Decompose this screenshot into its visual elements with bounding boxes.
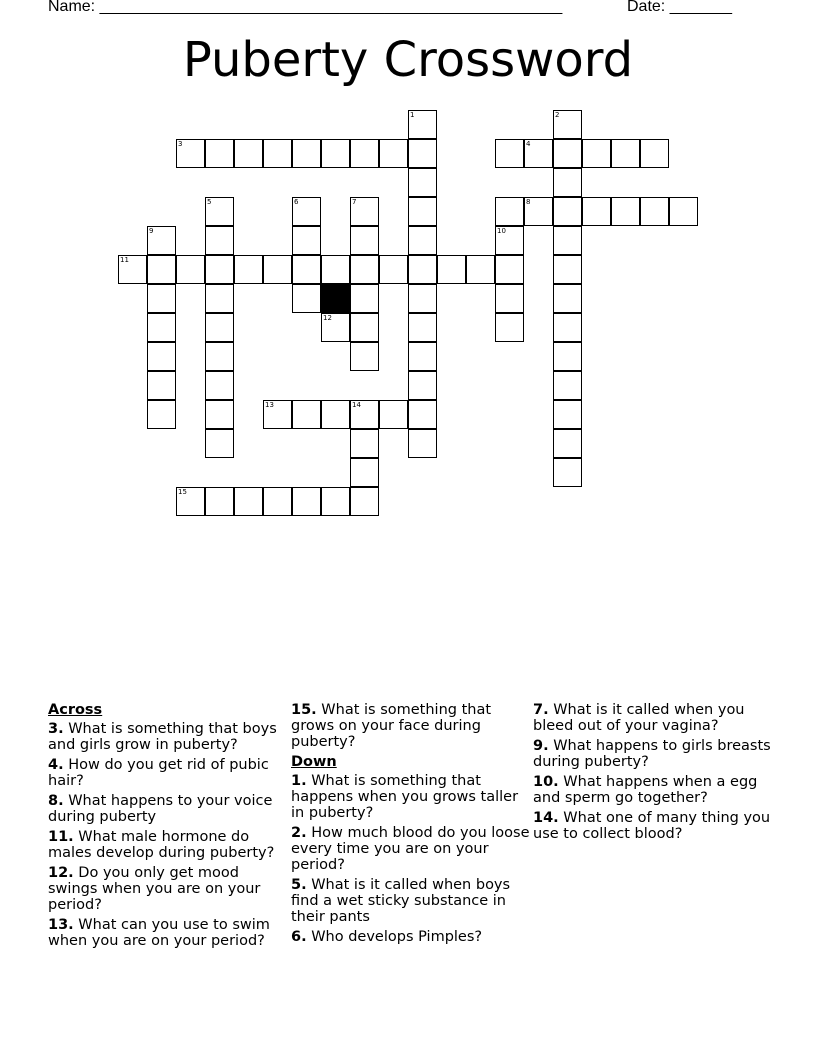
grid-cell[interactable] [205, 400, 234, 429]
clue-text: What is it called when you bleed out of your vagina? [533, 702, 745, 734]
grid-cell[interactable] [553, 168, 582, 197]
grid-cell[interactable] [553, 313, 582, 342]
clue-num: 13. [48, 917, 74, 933]
grid-cell[interactable] [553, 458, 582, 487]
clue-item [291, 877, 531, 925]
grid-cell[interactable] [379, 139, 408, 168]
grid-cell[interactable] [205, 255, 234, 284]
clue-text: What happens to your voice during puberty [48, 793, 273, 825]
clue-num: 2. [291, 825, 307, 841]
grid-cell[interactable] [640, 197, 669, 226]
grid-cell[interactable] [234, 139, 263, 168]
clue-item [291, 825, 531, 873]
clue-text: What happens to girls breasts during puberty? [533, 738, 771, 770]
grid-cell[interactable] [640, 139, 669, 168]
grid-cell[interactable] [292, 226, 321, 255]
grid-cell[interactable] [350, 139, 379, 168]
grid-cell[interactable] [553, 400, 582, 429]
clue-column-1 [48, 702, 288, 953]
clue-number-12: 12 [323, 314, 332, 322]
grid-cell[interactable] [611, 139, 640, 168]
clue-text: What is something that happens when you grows taller in puberty? [291, 773, 519, 821]
clue-number-8: 8 [526, 198, 531, 206]
grid-cell[interactable] [292, 139, 321, 168]
date-field-label: Date: _______ [627, 0, 732, 15]
grid-cell[interactable] [205, 226, 234, 255]
grid-cell[interactable] [205, 284, 234, 313]
clue-item [533, 702, 773, 734]
clue-num: 12. [48, 865, 74, 881]
clue-number-11: 11 [120, 256, 129, 264]
clue-item [48, 829, 288, 861]
grid-cell[interactable] [553, 342, 582, 371]
grid-cell[interactable] [408, 371, 437, 400]
clue-item [291, 702, 531, 750]
grid-cell[interactable] [263, 139, 292, 168]
grid-cell[interactable] [408, 342, 437, 371]
grid-block-cell [321, 284, 350, 313]
clue-item [48, 757, 288, 789]
grid-cell[interactable] [495, 255, 524, 284]
clue-number-2: 2 [555, 111, 560, 119]
grid-cell[interactable] [147, 371, 176, 400]
page-title: Puberty Crossword [182, 32, 634, 88]
clue-item [48, 721, 288, 753]
grid-cell[interactable] [205, 371, 234, 400]
grid-cell[interactable] [350, 284, 379, 313]
grid-cell[interactable] [408, 313, 437, 342]
clue-column-2 [291, 702, 531, 949]
grid-cell[interactable] [234, 487, 263, 516]
clue-item [533, 738, 773, 770]
grid-cell[interactable] [408, 197, 437, 226]
grid-cell[interactable] [321, 139, 350, 168]
grid-cell[interactable] [147, 342, 176, 371]
grid-cell[interactable] [263, 255, 292, 284]
grid-cell[interactable] [553, 284, 582, 313]
clue-column-3 [533, 702, 773, 846]
grid-cell[interactable] [495, 139, 524, 168]
clue-num: 6. [291, 929, 307, 945]
grid-cell[interactable] [292, 255, 321, 284]
down-heading: Down [291, 754, 337, 770]
grid-cell[interactable] [205, 313, 234, 342]
grid-cell[interactable] [350, 429, 379, 458]
grid-cell[interactable] [147, 313, 176, 342]
clue-text: Do you only get mood swings when you are on your period? [48, 865, 261, 913]
grid-cell[interactable] [379, 400, 408, 429]
clue-text: What is it called when boys find a wet sticky substance in their pants [291, 877, 511, 925]
clue-number-14: 14 [352, 401, 361, 409]
grid-cell[interactable] [350, 313, 379, 342]
clue-text: How do you get rid of pubic hair? [48, 757, 269, 789]
grid-cell[interactable] [669, 197, 698, 226]
clue-number-4: 4 [526, 140, 531, 148]
clue-num: 14. [533, 810, 559, 826]
grid-cell[interactable] [263, 487, 292, 516]
clue-item [48, 917, 288, 949]
grid-cell[interactable] [408, 226, 437, 255]
clue-num: 9. [533, 738, 549, 754]
grid-cell[interactable] [553, 139, 582, 168]
grid-cell[interactable] [321, 487, 350, 516]
grid-cell[interactable] [147, 284, 176, 313]
clue-item [533, 810, 773, 842]
grid-cell[interactable] [350, 458, 379, 487]
clue-text: Who develops Pimples? [306, 929, 483, 945]
clue-item [533, 774, 773, 806]
grid-cell[interactable] [553, 226, 582, 255]
grid-cell[interactable] [408, 400, 437, 429]
clue-number-1: 1 [410, 111, 415, 119]
clue-num: 5. [291, 877, 307, 893]
clue-number-9: 9 [149, 227, 154, 235]
clue-number-15: 15 [178, 488, 187, 496]
grid-cell[interactable] [205, 429, 234, 458]
grid-cell[interactable] [321, 400, 350, 429]
grid-cell[interactable] [350, 342, 379, 371]
grid-cell[interactable] [205, 487, 234, 516]
grid-cell[interactable] [205, 139, 234, 168]
clue-item [48, 865, 288, 913]
grid-cell[interactable] [408, 284, 437, 313]
grid-cell[interactable] [495, 197, 524, 226]
grid-cell[interactable] [582, 139, 611, 168]
clue-number-6: 6 [294, 198, 299, 206]
grid-cell[interactable] [553, 371, 582, 400]
grid-cell[interactable] [437, 255, 466, 284]
clue-num: 10. [533, 774, 559, 790]
grid-cell[interactable] [176, 255, 205, 284]
clue-num: 11. [48, 829, 74, 845]
grid-cell[interactable] [350, 226, 379, 255]
grid-cell[interactable] [553, 255, 582, 284]
clue-num: 15. [291, 702, 317, 718]
clue-text: What one of many thing you use to collect blood? [533, 810, 771, 842]
clue-num: 7. [533, 702, 549, 718]
grid-cell[interactable] [147, 400, 176, 429]
clue-text: What can you use to swim when you are on your period? [48, 917, 270, 949]
clue-text: What male hormone do males develop during puberty? [48, 829, 275, 861]
clue-text: What is something that boys and girls grow in puberty? [48, 721, 277, 753]
clue-num: 3. [48, 721, 64, 737]
grid-cell[interactable] [611, 197, 640, 226]
clue-text: What happens when a egg and sperm go together? [533, 774, 758, 806]
grid-cell[interactable] [408, 255, 437, 284]
grid-cell[interactable] [292, 400, 321, 429]
clue-num: 1. [291, 773, 307, 789]
name-field-label: Name: ____________________________________________________ [48, 0, 563, 15]
clue-text: What is something that grows on your face during puberty? [291, 702, 492, 750]
grid-cell[interactable] [205, 342, 234, 371]
clue-number-10: 10 [497, 227, 506, 235]
clue-text: How much blood do you loose every time you are on your period? [291, 825, 530, 873]
grid-cell[interactable] [466, 255, 495, 284]
clue-num: 8. [48, 793, 64, 809]
clue-number-3: 3 [178, 140, 183, 148]
grid-cell[interactable] [553, 429, 582, 458]
grid-cell[interactable] [350, 487, 379, 516]
grid-cell[interactable] [495, 284, 524, 313]
clue-number-5: 5 [207, 198, 212, 206]
clue-num: 4. [48, 757, 64, 773]
grid-cell[interactable] [495, 313, 524, 342]
grid-cell[interactable] [292, 284, 321, 313]
clue-item [291, 929, 531, 945]
grid-cell[interactable] [321, 255, 350, 284]
clue-number-13: 13 [265, 401, 274, 409]
clue-item [48, 793, 288, 825]
clue-number-7: 7 [352, 198, 357, 206]
grid-cell[interactable] [147, 255, 176, 284]
grid-cell[interactable] [292, 487, 321, 516]
grid-cell[interactable] [582, 197, 611, 226]
grid-cell[interactable] [350, 255, 379, 284]
grid-cell[interactable] [379, 255, 408, 284]
grid-cell[interactable] [234, 255, 263, 284]
across-heading: Across [48, 702, 103, 718]
grid-cell[interactable] [408, 429, 437, 458]
grid-cell[interactable] [408, 168, 437, 197]
grid-cell[interactable] [408, 139, 437, 168]
grid-cell[interactable] [553, 197, 582, 226]
clue-item [291, 773, 531, 821]
